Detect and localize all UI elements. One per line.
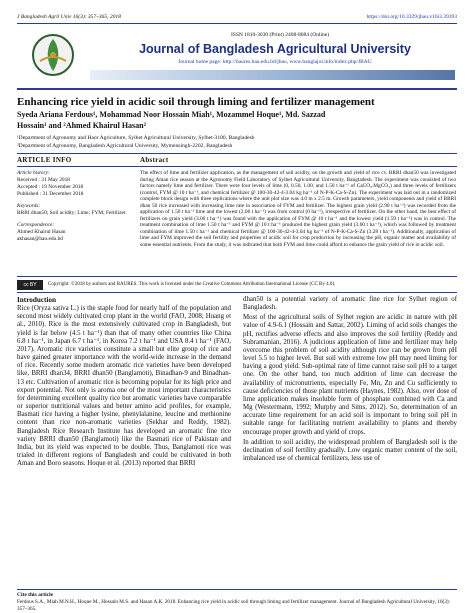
keywords: BRRI dhan50; Soil acidity; Lime; FYM; Fertilizer: [17, 210, 126, 216]
citation-text: Ferdous S.A., Miah M.N.H., Hoque M., Hossain M.S. and Hasan A.K. 2018. Enhancing rice yield in acidic soil through liming and fertilizer management. Journal of Bangladesh Agricultural University, 16(3): 357–365.: [17, 599, 451, 612]
section-rule: [17, 153, 457, 154]
doi-link[interactable]: https://doi.org/10.3329/jbau.v16i3.39393: [366, 14, 457, 20]
abstract-heading: Abstract: [140, 156, 169, 164]
author-list: [17, 110, 457, 131]
license-rule: [17, 292, 457, 293]
correspondence-label: Correspondence:: [17, 222, 55, 228]
authors-line-2: Hossain¹ and ²Ahmed Khairul Hasan²: [17, 120, 147, 130]
abstract-rule: [17, 276, 457, 277]
affiliation-2: ²Department of Agronomy, Bangladesh Agricultural University, Mymensingh-2202, Bangladesh: [17, 142, 233, 149]
cc-license-icon[interactable]: cc BY: [17, 280, 43, 290]
article-info-panel: [17, 170, 129, 243]
correspondence-name: Ahmed Khairul Hasan: [17, 229, 66, 235]
introduction-heading: Introduction: [17, 296, 57, 304]
correspondence-email[interactable]: akhasan@bau.edu.bd: [17, 236, 63, 242]
article-title: Enhancing rice yield in acidic soil through liming and fertilizer management: [17, 96, 375, 108]
authors-line-1: Syeda Ariana Ferdous¹, Mohammad Noor Hossain Miah¹, Mozammel Hoque¹, Md. Sazzad: [17, 110, 326, 119]
body-column-left: [17, 296, 231, 470]
university-logo-icon: [22, 31, 84, 79]
affiliations: [17, 135, 457, 150]
journal-homepage-link[interactable]: Journal home page: http://baures.bau.edu.bd/jbau, www.banglajol.info/index.php/JBAU: [178, 59, 372, 65]
footer-rule: [17, 589, 457, 590]
keywords-label: Keywords:: [17, 203, 41, 209]
header-rule: [17, 23, 457, 24]
journal-title: Journal of Bangladesh Agricultural University: [139, 42, 411, 56]
paragraph: dhan50 is a potential variety of aromatic fine rice for Sylhet region of Bangladesh.: [243, 296, 457, 312]
intro-paragraph: Rice (Oryza sativa L.) is the staple food for nearly half of the population and second most widely cultivated crop plant in the world (FAO, 2008; Huang et al., 2010). Rice is the most extensively cultivated crop in Bangladesh, but yield is far below (4.5 t ha⁻¹) than that of many other countries like China 6.8 t ha⁻¹, in Japan 6.7 t ha⁻¹, in Korea 7.2 t ha⁻¹ and USA 8.4 t ha⁻¹ (FAO, 2017). Aromatic rice varieties constitute a small but elite group of rice and have gained greater importance with the world-wide increase in the demand of rice. Recently some modern aromatic rice varieties have been developed like, BRRI dhan34, BRRI dhan50 (Banglamoti), Binadhan-9 and Binadhan-13 etc. Cultivation of aromatic rice is becoming popular for its high price and export potential. Not only is aroma one of the most important characteristics for determining excellent quality rice but aromatic varieties have comparable or superior nutritional values and better amino acid profiles, for example, Basmati rice having a higher lysine, phenylalanine, leucine and methionine content than rice non-aromatic varieties (Sekhar and Reddy, 1982). Bangladesh Rice Research Institute has developed an aromatic fine rice variety BRRI dhan50 (Banglamoti) like the Basmati rice of Pakistan and India, but its yield was expected to be double. Thus, Banglamoti rice was trialed in different regions of Bangladesh and could be cultivated in both Aman and Boro seasons. Hoque et al. (2013) reported that BRRI: [17, 305, 231, 468]
article-info-heading: ARTICLE INFO: [17, 156, 72, 164]
body-column-right: [243, 296, 457, 465]
banner-gradient: [90, 70, 455, 80]
accepted-date: Accepted : 19 November 2018: [17, 184, 84, 190]
issn: ISSN 1810-3030 (Print) 2408-8684 (Online): [230, 32, 330, 38]
abstract-text: The effect of lime and fertilizer application, as the management of soil acidity, on the growth and yield of rice cv. BRRI dhan50 was investigated during Aman rice season at the Agronomy Field Laboratory of Sylhet Agricultural University, Bangladesh. The experiment was consisted of two factors namely lime and fertilizer. There were four levels of lime (0, 0.50, 1.00, and 1.50 t ha⁻¹ of CaCO₃.MgCO₃) and three levels of fertilizers (control, FYM @ 10 t ha⁻¹, and chemical fertilizer @ 100-30-42-4-3.04 kg ha⁻¹ of N-P-K-Ca-S-Zn). The experiment was laid out in a randomized complete block design with three replications where the unit plot size was 4.0 m x 2.5 m. Growth parameters, yield components and yield of BRRI dhan 50 rice increased with increasing lime rate in association of FYM and fertilizer. The highest grain yield (2.90 t ha⁻¹) was recorded from the application of 1.50 t ha⁻¹ lime and the lowest (2.06 t ha⁻¹) was from control (0 ha⁻¹), irrespective of fertilizer. On the other hand, the best effect of fertilizers on grain yield (3.06 t ha⁻¹) was found with the application of FYM @ 10 t ha⁻¹ and the lowest yield (1.59 t ha⁻¹) was in control. The treatment combination of lime 1.50 t ha⁻¹ and FYM @ 10 t ha⁻¹ produced the highest grain yield (3.60 t ha⁻¹), which was followed by treatment combination of lime 1.50 t ha⁻¹ and chemical fertilizer @ 100-30-42-4-3.04 kg ha⁻¹ of N-P-K-Ca-S-Zn (3.28 t ha⁻¹). Additionally, application of lime and FYM improved the soil fertility and properties of acidic soil for crop production by increasing the pH, organic matter and availability of some essential nutrients. From the study, it was indicated that both FYM and lime could afford to enhance the grain yield of rice in acidic soil.: [140, 170, 456, 249]
paragraph: Most of the agricultural soils of Sylhet region are acidic in nature with pH value of 4.9-6.1 (Hossain and Sattar, 2002). Liming of acid soils changes the pH, rectifies adverse effects and also improves the soil fertility (Reddy and Subramanian, 2016). A judicious application of lime and fertilizer may help overcome this problem of soil acidity although rice can be grown from pH level 5.5 to higher level. But soil with extreme low pH may need liming for having a good yield. Sub-optimal rate of lime cannot raise soil pH to a target one. On the other hand, too much addition of lime can decrease the availability of micronutrients, especially Fe, Mn, Zn and Cu sufficiently to cause deficiencies of those plant nutrients (Haynes, 1982). Also, over dose of lime application makes insoluble form of phosphate combined with Ca and Mg (Westermann, 1992; Murphy and Sims, 2012). So, determination of an accurate lime requirement for an acid soil is important to bring soil pH in suitable range for facilitating nutrient availability to plants and thereby encourage proper growth and yield of crops.: [243, 314, 457, 436]
affiliation-1: ¹Department of Agronomy and Haor Agriculture, Sylhet Agricultural University, Sylhet-3100, Bangladesh: [17, 135, 255, 141]
paragraph: In addition to soil acidity, the widespread problem of Bangladesh soil is the declination of soil fertility gradually. Low organic matter content of the soil, imbalanced use of chemical fertilizers, less use of: [243, 438, 457, 462]
banner-rule: [17, 88, 457, 90]
received-date: Received : 31 May 2018: [17, 177, 70, 183]
cite-label: Cite this article: [17, 592, 54, 598]
history-label: Article history:: [17, 170, 50, 176]
info-rule: [17, 166, 457, 167]
published-date: Published : 31 December 2018: [17, 191, 84, 197]
journal-reference: J Bangladesh Agril Univ 16(3): 357–365, 2018: [17, 14, 121, 20]
license-text: Copyright: ©2018 by authors and BAURES. This work is licensed under the Creative Commons Attribution International License (CC By 4.0).: [48, 282, 336, 287]
